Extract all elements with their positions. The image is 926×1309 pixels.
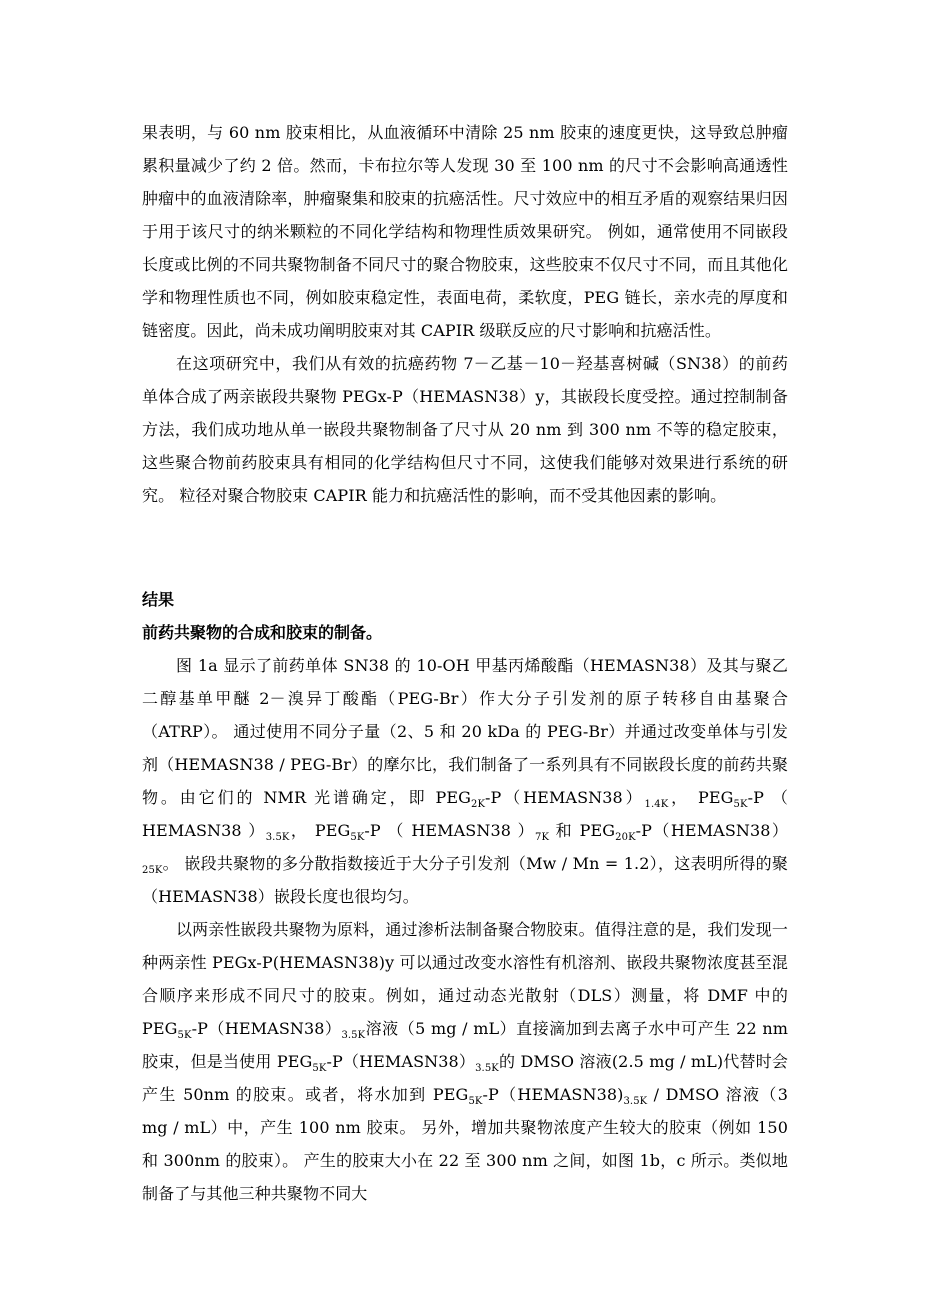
paragraph-study-overview: 在这项研究中，我们从有效的抗癌药物 7－乙基－10－羟基喜树碱（SN38）的前药单体合成了两亲嵌段共聚物 PEGx-P（HEMASN38）y，其嵌段长度受控。通过控制制备方法，我们成功地从单一嵌段共聚物制备了尺寸从 20 nm 到 300 nm 不等的稳定胶束，这些聚合物前药胶束具有相同的化学结构但尺寸不同，这使我们能够对效果进行系统的研究。 粒径对聚合物胶束 CAPIR 能力和抗癌活性的影响，而不受其他因素的影响。 [142,354,788,505]
subsection-heading-synthesis: 前药共聚物的合成和胶束的制备。 [142,623,383,642]
paragraph-intro-continuation: 果表明，与 60 nm 胶束相比，从血液循环中清除 25 nm 胶束的速度更快，这导致总肿瘤累积量减少了约 2 倍。然而，卡布拉尔等人发现 30 至 100 nm 的尺寸不会影响高通透性肿瘤中的血液清除率，肿瘤聚集和胶束的抗癌活性。尺寸效应中的相互矛盾的观察结果归因于用于该尺寸的纳米颗粒的不同化学结构和物理性质效果研究。 例如，通常使用不同嵌段长度或比例的不同共聚物制备不同尺寸的聚合物胶束，这些胶束不仅尺寸不同，而且其他化学和物理性质也不同，例如胶束稳定性，表面电荷，柔软度，PEG 链长，亲水壳的厚度和链密度。因此，尚未成功阐明胶束对其 CAPIR 级联反应的尺寸影响和抗癌活性。 [142,123,788,340]
paragraph-micelle-preparation: 以两亲性嵌段共聚物为原料，通过渗析法制备聚合物胶束。值得注意的是，我们发现一种两亲性 PEGx-P(HEMASN38)y 可以通过改变水溶性有机溶剂、嵌段共聚物浓度甚至混合顺序来形成不同尺寸的胶束。例如，通过动态光散射（DLS）测量，将 DMF 中的 $PEG_{5K}-P(HEMASN38)_{3.5K}$溶液（5 mg / mL）直接滴加到去离子水中可产生 22 nm 胶束，但是当使用 $PEG_{5K}-P(HEMASN38)_{3.5K}$的 DMSO 溶液(2.5 mg / mL)代替时会产生 50nm 的胶束。或者，将水加到 $PEG_{5K}-P(HEMASN38)_{3.5K}$ / DMSO 溶液（3 mg / mL）中，产生 100 nm 胶束。 另外，增加共聚物浓度产生较大的胶束（例如 150 和 300nm 的胶束）。 产生的胶束大小在 22 至 300 nm 之间，如图 1b，c 所示。类似地制备了与其他三种共聚物不同大 [142,920,789,1203]
body-text-section-2 [142,649,788,1210]
body-text-section-1 [142,116,788,512]
paragraph-synthesis: 图 1a 显示了前药单体 SN38 的 10-OH 甲基丙烯酸酯（HEMASN38）及其与聚乙二醇基单甲醚 2－溴异丁酸酯（PEG-Br）作大分子引发剂的原子转移自由基聚合（ATRP）。 通过使用不同分子量（2、5 和 20 kDa 的 PEG-Br）并通过改变单体与引发剂（HEMASN38 / PEG-Br）的摩尔比，我们制备了一系列具有不同嵌段长度的前药共聚物。由它们的 NMR 光谱确定，即 $PEG_{2K}-P(HEMASN38)_{1.4K}$， $PEG_{5K}-P$ （ HEMASN38 ）$_{3.5K}$， $PEG_{5K}-P$ （ HEMASN38 ）$_{7K}$ 和 $PEG_{20K}-P(HEMASN38)_{25K}$。 嵌段共聚物的多分散指数接近于大分子引发剂（Mw / Mn = 1.2），这表明所得的聚（HEMASN38）嵌段长度也很均匀。 [142,656,789,906]
section-heading-results: 结果 [142,590,175,609]
